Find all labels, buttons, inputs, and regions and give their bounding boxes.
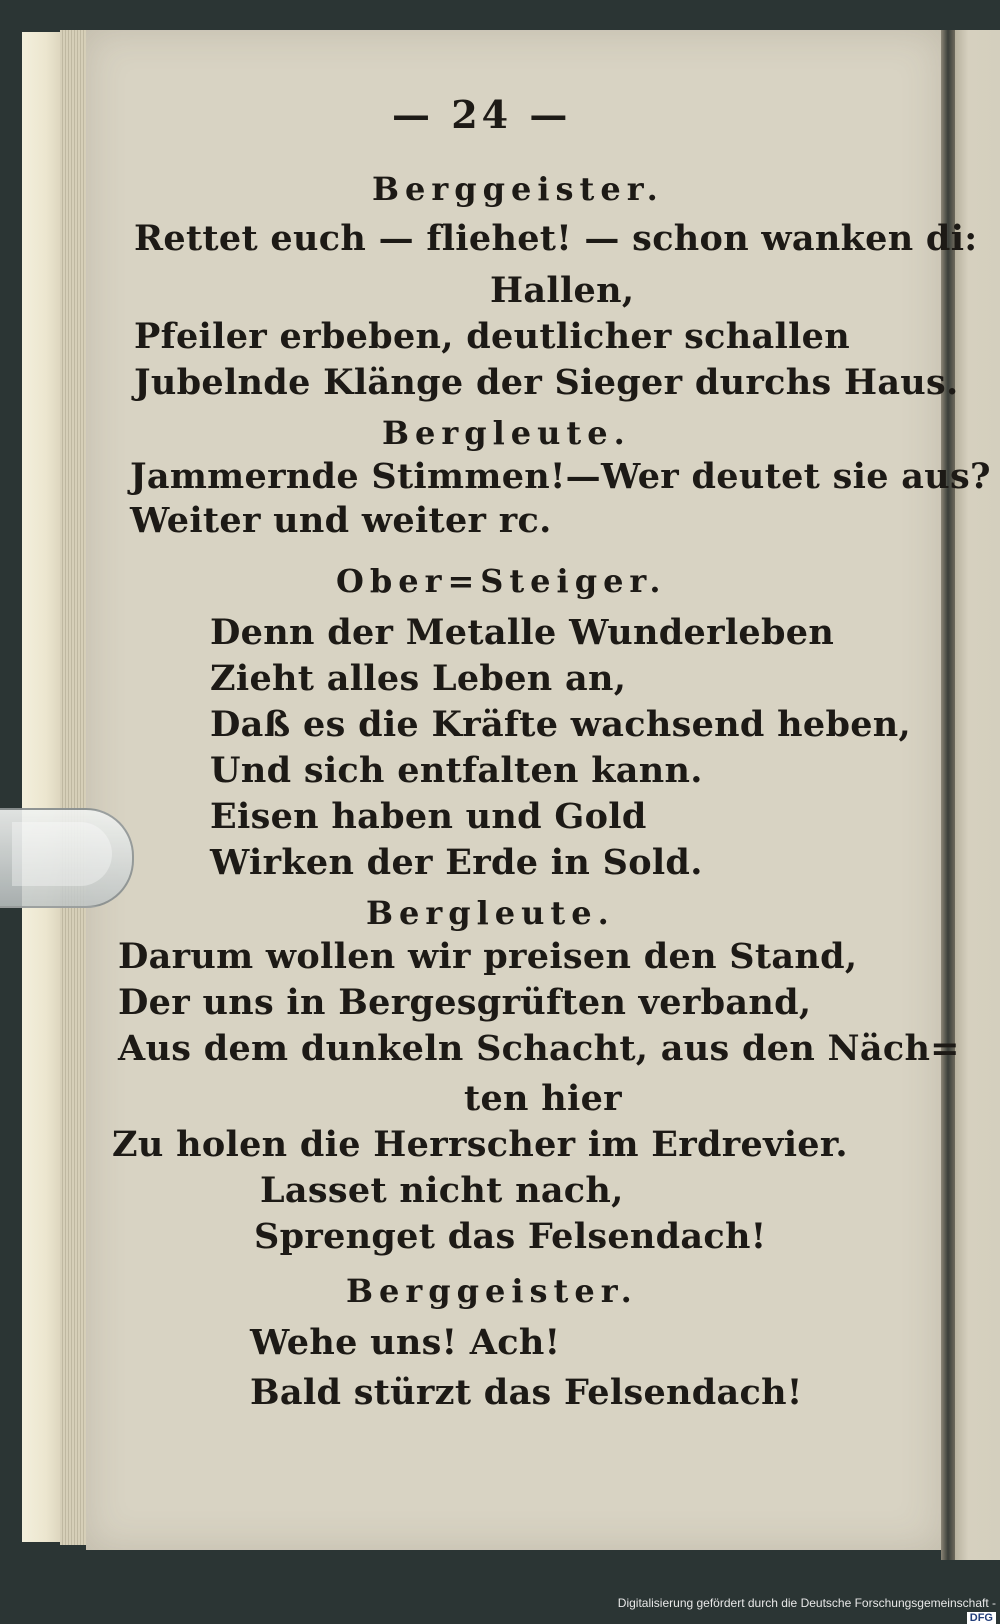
verse-line: Denn der Metalle Wunderleben	[210, 612, 835, 653]
speaker-heading: Berggeister.	[346, 1272, 638, 1310]
verse-line: Jammernde Stimmen!—Wer deutet sie aus?	[130, 456, 991, 497]
verse-line: Lasset nicht nach,	[260, 1170, 624, 1211]
page-number: — 24 —	[392, 92, 572, 137]
speaker-heading: Bergleute.	[382, 414, 631, 452]
verse-line: Wirken der Erde in Sold.	[210, 842, 703, 883]
speaker-heading: Bergleute.	[366, 894, 615, 932]
verse-line: Rettet euch — fliehet! — schon wanken di:	[134, 218, 978, 259]
speaker-heading: Berggeister.	[372, 170, 664, 208]
verse-line: Darum wollen wir preisen den Stand,	[118, 936, 858, 977]
verse-line: ten hier	[464, 1078, 622, 1119]
verse-line: Daß es die Kräfte wachsend heben,	[210, 704, 912, 745]
verse-line: Wehe uns! Ach!	[250, 1322, 561, 1363]
verse-line: Aus dem dunkeln Schacht, aus den Näch=	[118, 1028, 960, 1069]
verse-line: Sprenget das Felsendach!	[254, 1216, 767, 1257]
speaker-heading: Ober=Steiger.	[336, 562, 667, 600]
verse-line: Und sich entfalten kann.	[210, 750, 703, 791]
credit-text: Digitalisierung gefördert durch die Deutsche Forschungsgemeinschaft -	[617, 1596, 996, 1610]
verse-line: Der uns in Bergesgrüften verband,	[118, 982, 812, 1023]
verse-line: Zu holen die Herrscher im Erdrevier.	[112, 1124, 848, 1165]
verse-line: Bald stürzt das Felsendach!	[250, 1372, 803, 1413]
verse-line: Pfeiler erbeben, deutlicher schallen	[134, 316, 850, 357]
verse-line: Jubelnde Klänge der Sieger durchs Haus.	[134, 362, 959, 403]
verse-line: Hallen,	[490, 270, 635, 311]
verse-line: Eisen haben und Gold	[210, 796, 647, 837]
verse-line: Weiter und weiter rc.	[130, 500, 552, 541]
verse-line: Zieht alles Leben an,	[210, 658, 627, 699]
dfg-logo: DFG	[967, 1612, 996, 1624]
digitization-credit	[600, 1596, 1000, 1624]
